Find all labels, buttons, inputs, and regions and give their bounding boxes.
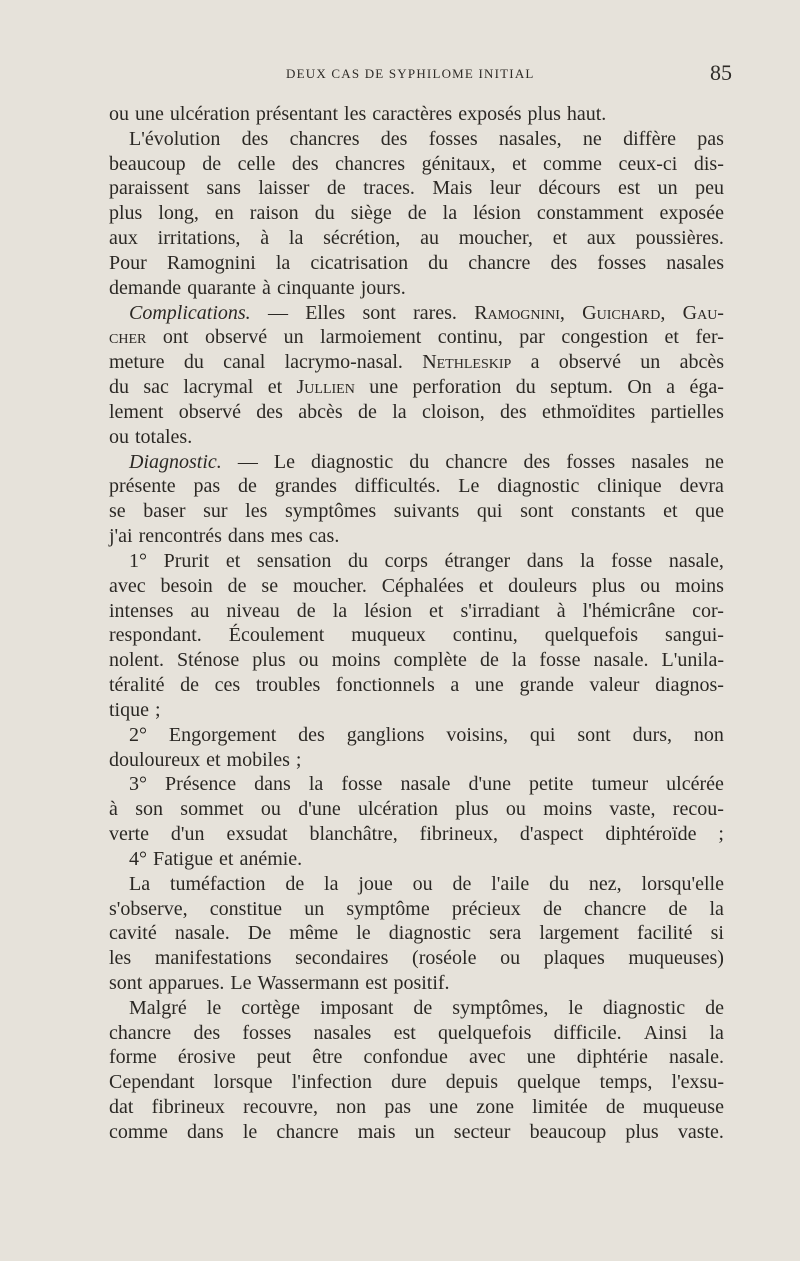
text-line: intenses au niveau de la lésion et s'irradiant à l'hémicrâne cor- <box>109 599 724 622</box>
text-line: à son sommet ou d'une ulcération plus ou moins vaste, recou- <box>109 798 724 821</box>
text-line: lement observé des abcès de la cloison, des ethmoïdites partielles <box>109 400 724 423</box>
text-line: avec besoin de se moucher. Céphalées et douleurs plus ou moins <box>109 574 724 597</box>
text-line: Malgré le cortège imposant de symptômes, le diagnostic de <box>129 996 724 1019</box>
page-number: 85 <box>710 60 732 85</box>
text-line: aux irritations, à la sécrétion, au moucher, et aux poussières. <box>109 227 724 250</box>
text-line: forme érosive peut être confondue avec une diphtérie nasale. <box>109 1046 724 1069</box>
text-line: nolent. Sténose plus ou moins complète de la fosse nasale. L'unila- <box>109 649 724 672</box>
body-text <box>109 102 724 1145</box>
text-line: les manifestations secondaires (roséole ou plaques muqueuses) <box>109 947 724 970</box>
text-line: comme dans le chancre mais un secteur beaucoup plus vaste. <box>109 1120 724 1143</box>
text-line: 3° Présence dans la fosse nasale d'une petite tumeur ulcérée <box>129 773 724 796</box>
text-line: meture du canal lacrymo-nasal. Nethleskip a observé un abcès <box>109 351 724 374</box>
text-line: téralité de ces troubles fonctionnels a une grande valeur diagnos- <box>109 674 724 697</box>
text-line: dat fibrineux recouvre, non pas une zone limitée de muqueuse <box>109 1096 724 1119</box>
text-line: verte d'un exsudat blanchâtre, fibrineux, d'aspect diphtéroïde ; <box>109 823 724 846</box>
text-line: s'observe, constitue un symptôme précieux de chancre de la <box>109 897 724 920</box>
text-line: chancre des fosses nasales est quelquefois difficile. Ainsi la <box>109 1021 724 1044</box>
text-line: douloureux et mobiles ; <box>109 748 302 771</box>
text-line: 4° Fatigue et anémie. <box>129 847 303 870</box>
text-line: du sac lacrymal et Jullien une perforation du septum. On a éga- <box>109 376 724 399</box>
text-line: demande quarante à cinquante jours. <box>109 276 406 299</box>
text-line: sont apparues. Le Wassermann est positif. <box>109 971 450 994</box>
text-line: j'ai rencontrés dans mes cas. <box>109 525 340 548</box>
page-header <box>0 60 800 90</box>
text-line: tique ; <box>109 698 161 721</box>
text-line: ou une ulcération présentant les caractères exposés plus haut. <box>109 103 607 125</box>
text-line: Pour Ramognini la cicatrisation du chancre des fosses nasales <box>109 251 724 274</box>
text-line: présente pas de grandes difficultés. Le diagnostic clinique devra <box>109 475 724 498</box>
text-line: 2° Engorgement des ganglions voisins, qui sont durs, non <box>129 723 724 746</box>
running-title: DEUX CAS DE SYPHILOME INITIAL <box>286 66 535 81</box>
text-line: cher ont observé un larmoiement continu, par congestion et fer- <box>109 326 724 349</box>
text-line: respondant. Écoulement muqueux continu, quelquefois sangui- <box>109 624 724 647</box>
text-line: Cependant lorsque l'infection dure depuis quelque temps, l'exsu- <box>109 1071 724 1094</box>
text-line: ou totales. <box>109 425 193 448</box>
text-line: paraissent sans laisser de traces. Mais leur décours est un peu <box>109 177 724 200</box>
text-line: 1° Prurit et sensation du corps étranger dans la fosse nasale, <box>129 549 724 572</box>
text-line: cavité nasale. De même le diagnostic sera largement facilité si <box>109 922 724 945</box>
text-line: se baser sur les symptômes suivants qui sont constants et que <box>109 500 724 523</box>
text-line: La tuméfaction de la joue ou de l'aile du nez, lorsqu'elle <box>129 872 724 895</box>
text-line: plus long, en raison du siège de la lésion constamment exposée <box>109 202 724 225</box>
text-line: beaucoup de celle des chancres génitaux, et comme ceux-ci dis- <box>109 152 724 175</box>
text-line: Complications. — Elles sont rares. Ramognini, Guichard, Gau- <box>129 301 724 324</box>
text-line: Diagnostic. — Le diagnostic du chancre des fosses nasales ne <box>129 450 724 473</box>
text-line: L'évolution des chancres des fosses nasales, ne diffère pas <box>129 127 724 150</box>
